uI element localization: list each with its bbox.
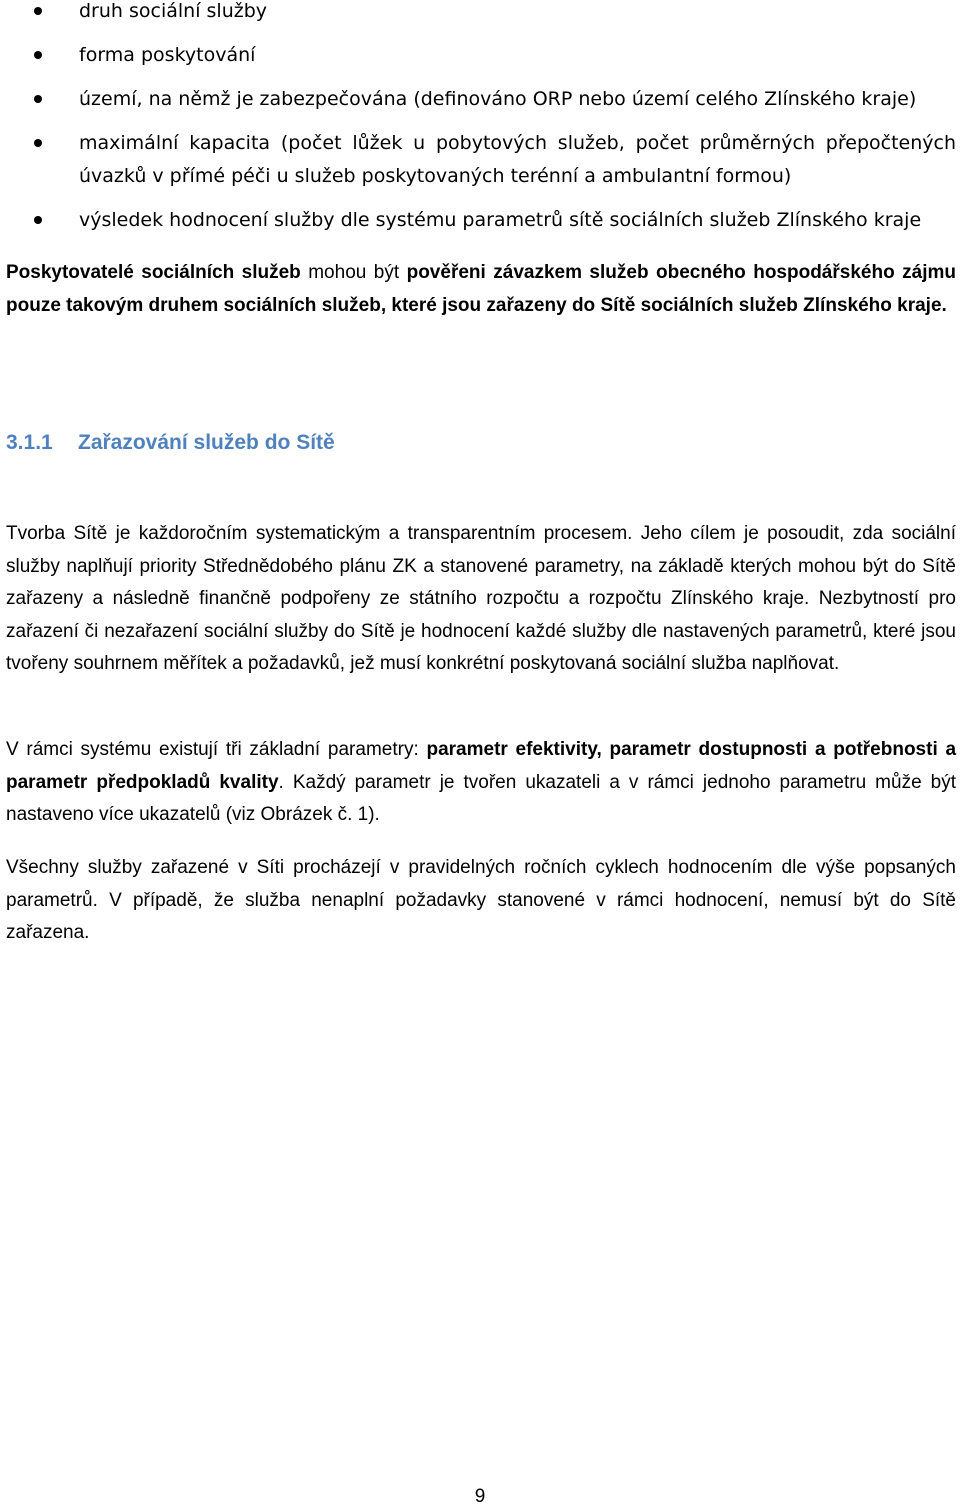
paragraph-bold-text: Poskytovatelé sociálních služeb <box>6 262 301 283</box>
section-number: 3.1.1 <box>6 431 53 454</box>
list-item-text: forma poskytování <box>79 44 256 66</box>
paragraph-evaluation: Všechny služby zařazené v Síti procházejí v pravidelných ročních cyklech hodnocením dle výše popsaných parametrů. V případě, že služba nenaplní požadavky stanovené v rámci hodnocení, nemusí být do Sítě zařazena. <box>6 857 956 943</box>
bullet-icon <box>34 7 42 15</box>
paragraph-bold-text: pověřeni závazkem služeb obecného hospodářského zájmu pouze takovým druhem sociálních služeb, které jsou zařazeny do Sítě sociálních služeb Zlínského kraje. <box>6 262 956 316</box>
bullet-icon <box>34 216 42 224</box>
list-item <box>0 39 960 72</box>
list-item <box>0 83 960 116</box>
paragraph-text: V rámci systému existují tři základní parametry: <box>6 739 427 760</box>
paragraph-providers <box>6 257 956 322</box>
list-item-text: výsledek hodnocení služby dle systému parametrů sítě sociálních služeb Zlínského kraje <box>79 209 922 231</box>
paragraph-parameters <box>6 734 956 832</box>
list-item <box>0 204 960 237</box>
page-number: 9 <box>474 1486 486 1507</box>
bullet-icon <box>34 95 42 103</box>
list-item-text: území, na němž je zabezpečována (definováno ORP nebo území celého Zlínského kraje) <box>79 88 917 110</box>
list-item-text: maximální kapacita (počet lůžek u pobytových služeb, počet průměrných přepočtených úvazků v přímé péči u služeb poskytovaných terénní a ambulantní formou) <box>79 132 956 187</box>
section-heading <box>6 431 335 455</box>
list-item-text: druh sociální služby <box>79 0 268 22</box>
list-item <box>0 0 960 28</box>
paragraph-text: . Každý parametr je tvořen ukazateli a v rámci jednoho parametru může být nastaveno více ukazatelů (viz Obrázek č. 1). <box>6 771 956 825</box>
paragraph-text: mohou být <box>300 262 407 283</box>
paragraph-bold-text: parametr efektivity, parametr dostupnosti a potřebnosti a parametr předpokladů kvality <box>6 739 957 793</box>
list-item <box>0 127 960 193</box>
bullet-icon <box>34 51 42 59</box>
bullet-icon <box>34 139 42 147</box>
paragraph-network-creation: Tvorba Sítě je každoročním systematickým a transparentním procesem. Jeho cílem je posoudit, zda sociální služby naplňují priority Střednědobého plánu ZK a stanovené parametry, na základě kterých mohou být do Sítě zařazeny a následně finančně podpořeny ze státního rozpočtu a rozpočtu Zlínského kraje. Nezbytností pro zařazení či nezařazení sociální služby do Sítě je hodnocení každé služby dle nastavených parametrů, které jsou tvořeny souhrnem měřítek a požadavků, jež musí konkrétní poskytovaná sociální služba naplňovat. <box>6 523 956 674</box>
section-title: Zařazování služeb do Sítě <box>78 431 335 454</box>
